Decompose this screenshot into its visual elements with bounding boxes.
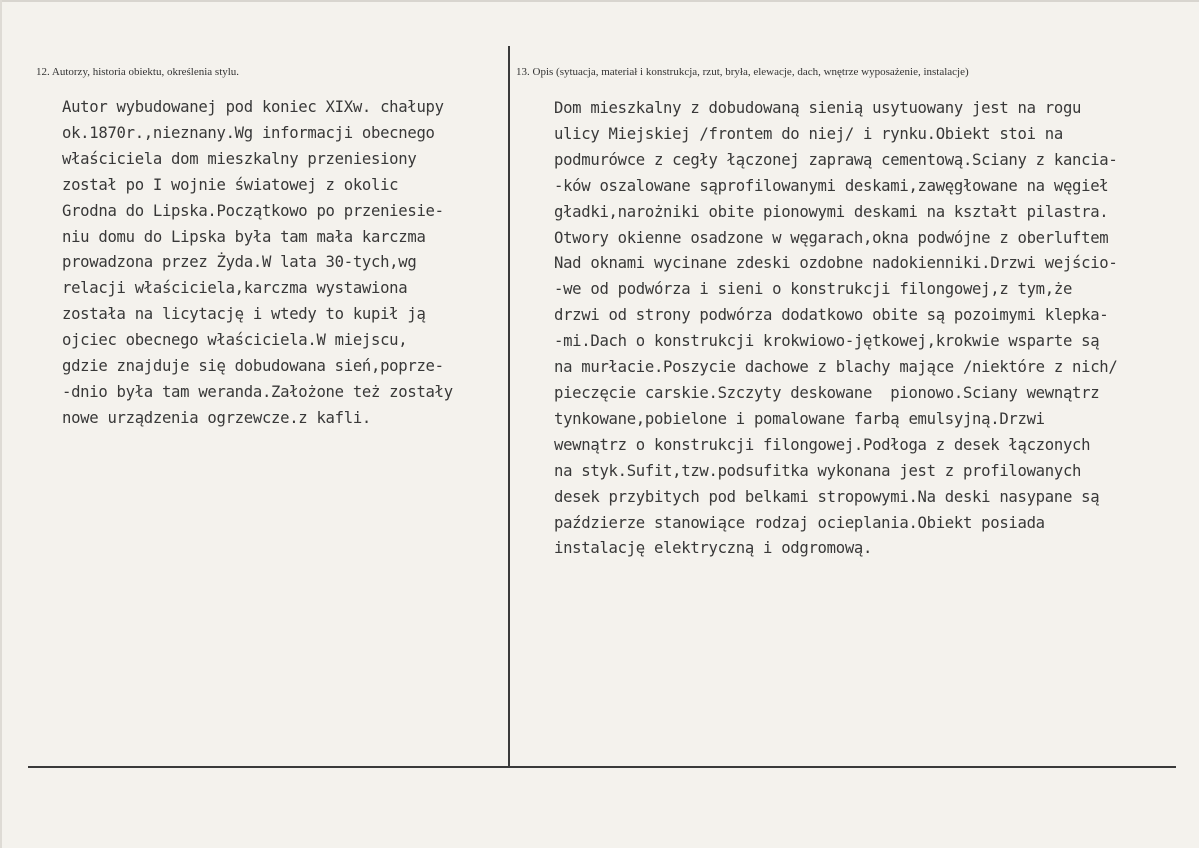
- typed-line: Dom mieszkalny z dobudowaną sienią usytuowany jest na rogu: [554, 99, 1082, 117]
- typed-line: wewnątrz o konstrukcji filongowej.Podłoga z desek łączonych: [554, 435, 1091, 454]
- typed-line: prowadzona przez Żyda.W lata 30-tych,wg: [62, 253, 417, 272]
- typed-line: paździerze stanowiące rodzaj ocieplania.Obiekt posiada: [554, 513, 1045, 532]
- typed-line: została na licytację i wtedy to kupił ją: [62, 305, 426, 324]
- typed-line: ok.1870r.,nieznany.Wg informacji obecnego: [62, 123, 435, 142]
- typed-line: tynkowane,pobielone i pomalowane farbą emulsyjną.Drzwi: [554, 409, 1045, 428]
- typed-line: Autor wybudowanej pod koniec XIXw. chałupy: [62, 98, 444, 116]
- typed-line: podmurówce z cegły łączonej zaprawą cementową.Sciany z kancia-: [554, 150, 1118, 169]
- section-12-typed-text: [62, 95, 508, 432]
- typed-line: drzwi od strony podwórza dodatkowo obite są pozoimymi klepka-: [554, 306, 1109, 325]
- typed-line: ulicy Miejskiej /frontem do niej/ i rynku.Obiekt stoi na: [554, 124, 1063, 143]
- typed-line: -mi.Dach o konstrukcji krokwiowo-jętkowej,krokwie wsparte są: [554, 332, 1100, 351]
- typed-line: -ków oszalowane sąprofilowanymi deskami,zawęgłowane na węgieł: [554, 176, 1109, 195]
- typed-line: niu domu do Lipska była tam mała karczma: [62, 227, 426, 246]
- typed-line: gładki,narożniki obite pionowymi deskami na kształt pilastra.: [554, 202, 1109, 221]
- column-divider: [508, 46, 510, 768]
- typed-line: Otwory okienne osadzone w węgarach,okna podwójne z oberluftem: [554, 228, 1109, 247]
- typed-line: został po I wojnie światowej z okolic: [62, 175, 399, 194]
- typed-line: ojciec obecnego właściciela.W miejscu,: [62, 331, 408, 350]
- typed-line: właściciela dom mieszkalny przeniesiony: [62, 149, 417, 168]
- typed-line: -we od podwórza i sieni o konstrukcji filongowej,z tym,że: [554, 280, 1073, 299]
- section-12-heading: 12. Autorzy, historia obiektu, określenia stylu.: [36, 66, 240, 78]
- card-edge-top: [0, 0, 1199, 2]
- typed-line: Grodna do Lipska.Początkowo po przeniesie-: [62, 201, 444, 220]
- typed-line: desek przybitych pod belkami stropowymi.Na deski nasypane są: [554, 487, 1100, 506]
- typed-line: relacji właściciela,karczma wystawiona: [62, 279, 408, 298]
- typed-line: na murłacie.Poszycie dachowe z blachy mające /niektóre z nich/: [554, 358, 1118, 377]
- typed-line: instalację elektryczną i odgromową.: [554, 539, 873, 558]
- typed-line: na styk.Sufit,tzw.podsufitka wykonana jest z profilowanych: [554, 461, 1082, 480]
- typed-line: -dnio była tam weranda.Założone też zostały: [62, 382, 453, 401]
- section-13-heading: 13. Opis (sytuacja, materiał i konstrukcja, rzut, bryła, elewacje, dach, wnętrze wyposażenie, instalacje): [516, 66, 969, 78]
- bottom-rule: [28, 766, 1176, 768]
- typed-line: nowe urządzenia ogrzewcze.z kafli.: [62, 408, 372, 427]
- typed-line: Nad oknami wycinane zdeski ozdobne nadokienniki.Drzwi wejścio-: [554, 254, 1118, 273]
- typed-line: pieczęcie carskie.Szczyty deskowane pionowo.Sciany wewnątrz: [554, 383, 1100, 402]
- typed-line: gdzie znajduje się dobudowana sień,poprze-: [62, 357, 444, 376]
- section-13-typed-text: [554, 96, 1194, 562]
- card-edge-left: [0, 0, 2, 848]
